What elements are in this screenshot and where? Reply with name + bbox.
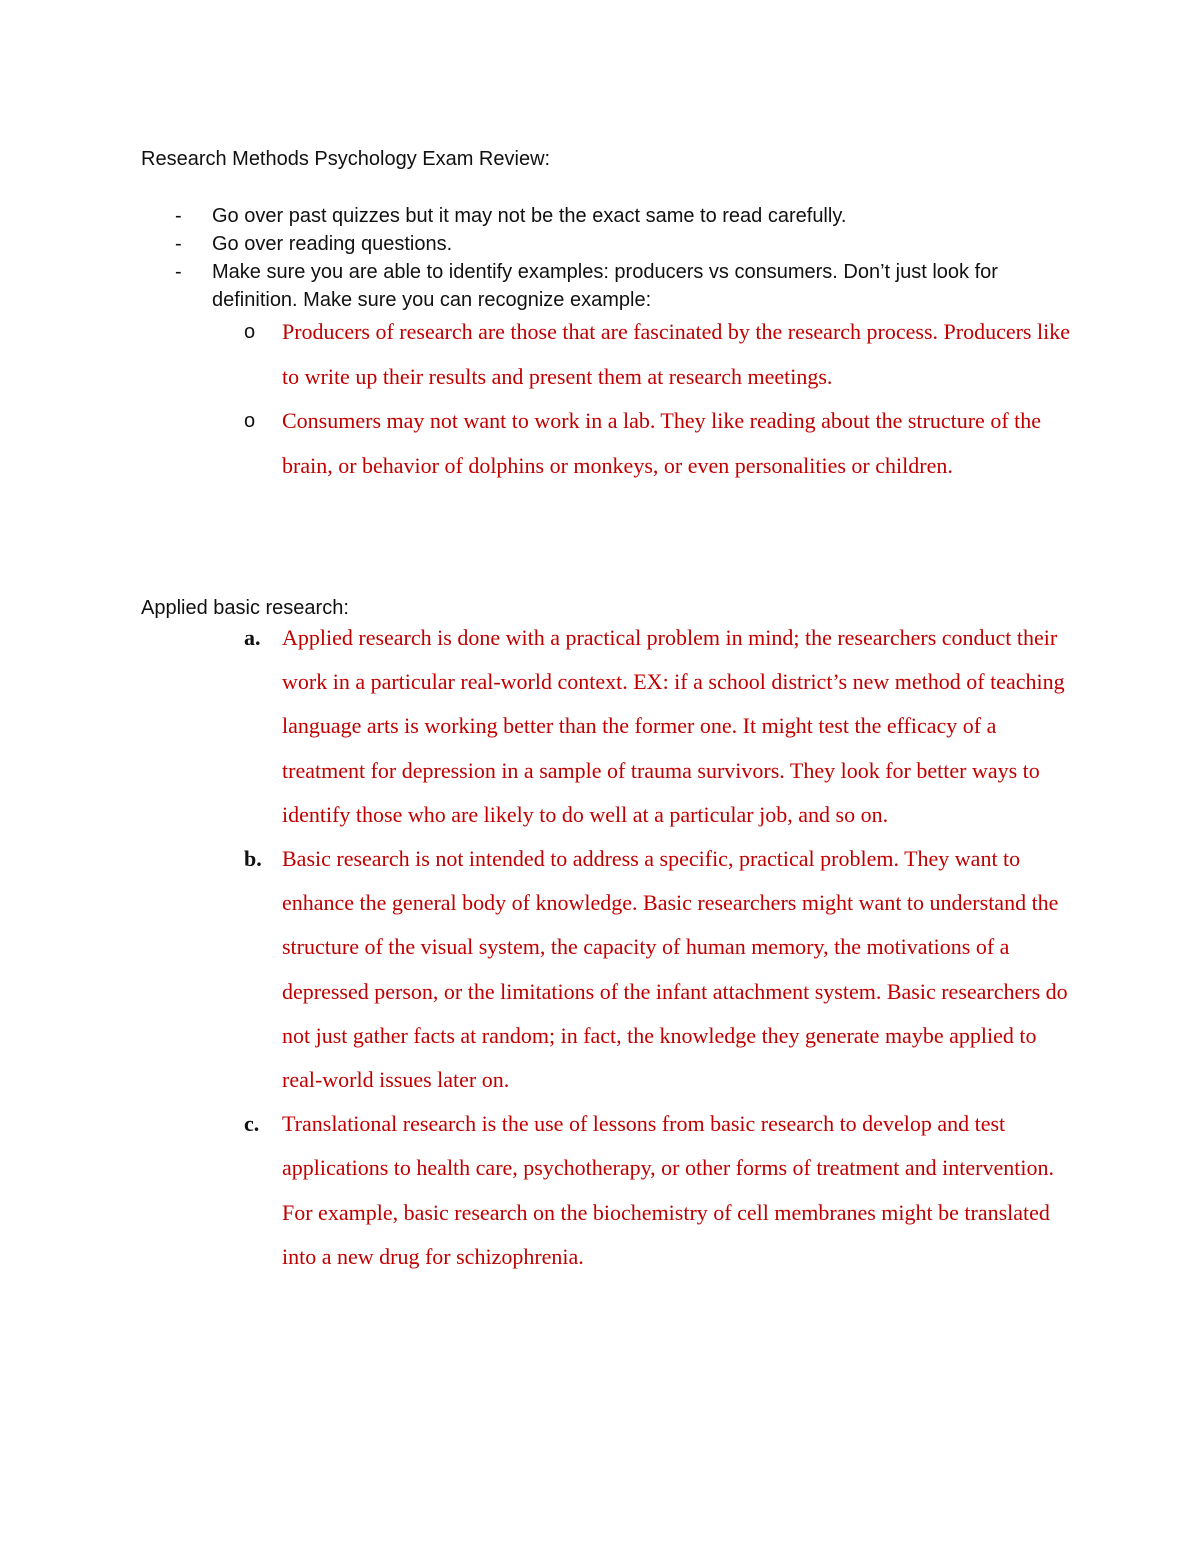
- research-types-list: [244, 616, 1074, 1279]
- example-point: [244, 399, 1074, 488]
- review-point-text: Make sure you are able to identify examples: producers vs consumers. Don’t just look for definition. Make sure you can recognize example:: [212, 261, 998, 311]
- example-point: [244, 310, 1074, 399]
- section-heading: Applied basic research:: [141, 597, 349, 619]
- list-letter-marker: b.: [244, 846, 262, 872]
- circle-bullet-marker: o: [244, 410, 256, 432]
- review-points-list: [141, 202, 1071, 314]
- dash-marker: -: [175, 233, 182, 255]
- review-point-text: Go over past quizzes but it may not be the exact same to read carefully.: [212, 205, 847, 227]
- dash-marker: -: [175, 261, 182, 283]
- research-type-text: Basic research is not intended to address a specific, practical problem. They want to enhance the general body of knowledge. Basic researchers might want to understand the structure of the visual system, the capacity of human memory, the motivations of a depressed person, or the limitations of the infant attachment system. Basic researchers do not just gather facts at random; in fact, the knowledge they generate maybe applied to real-world issues later on.: [282, 846, 1068, 1093]
- research-type-item: [244, 1102, 1074, 1279]
- review-point: [141, 258, 1071, 314]
- circle-bullet-marker: o: [244, 321, 256, 343]
- example-point-text: Producers of research are those that are fascinated by the research process. Producers like to write up their results and present them at research meetings.: [282, 319, 1070, 389]
- research-type-text: Applied research is done with a practical problem in mind; the researchers conduct their work in a particular real-world context. EX: if a school district’s new method of teaching language arts is working better than the former one. It might test the efficacy of a treatment for depression in a sample of trauma survivors. They look for better ways to identify those who are likely to do well at a particular job, and so on.: [282, 625, 1065, 827]
- review-point-text: Go over reading questions.: [212, 233, 453, 255]
- example-points-list: [244, 310, 1074, 488]
- list-letter-marker: a.: [244, 625, 261, 650]
- example-point-text: Consumers may not want to work in a lab. They like reading about the structure of the brain, or behavior of dolphins or monkeys, or even personalities or children.: [282, 408, 1042, 478]
- research-type-item: [244, 837, 1074, 1102]
- document-title: Research Methods Psychology Exam Review:: [141, 148, 551, 170]
- research-type-text: Translational research is the use of lessons from basic research to develop and test applications to health care, psychotherapy, or other forms of treatment and intervention. For example, basic research on the biochemistry of cell membranes might be translated into a new drug for schizophrenia.: [282, 1111, 1054, 1269]
- dash-marker: -: [175, 205, 182, 227]
- research-type-item: [244, 616, 1074, 837]
- list-letter-marker: c.: [244, 1111, 260, 1137]
- review-point: [141, 230, 1071, 258]
- review-point: [141, 202, 1071, 230]
